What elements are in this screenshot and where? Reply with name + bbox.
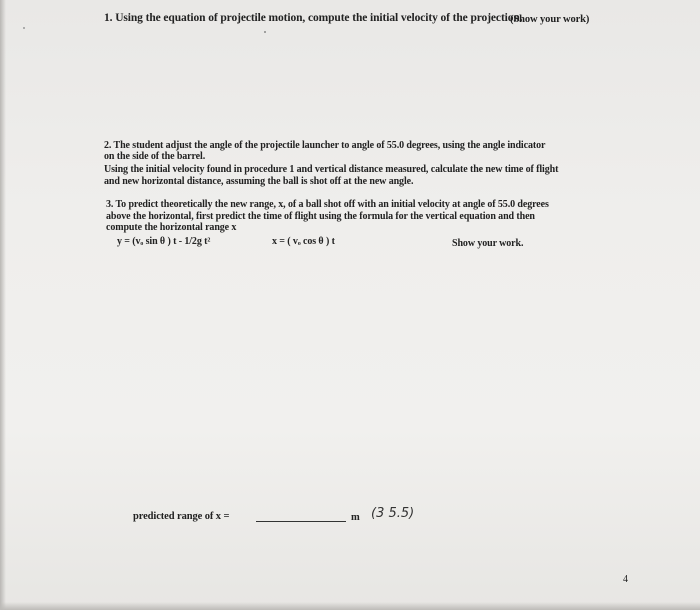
question-3-line: above the horizontal, first predict the time of flight using the formula for the vertical equation and then	[106, 211, 535, 222]
handwritten-answer: (3 5.5)	[371, 506, 415, 521]
page-shadow-bottom	[0, 602, 700, 610]
answer-unit: m	[351, 512, 360, 523]
answer-blank-line	[256, 521, 346, 522]
predicted-range-label: predicted range of x =	[133, 511, 230, 522]
question-1-show-work: (Show your work)	[510, 14, 590, 25]
horizontal-equation: x = ( vₒ cos θ ) t	[272, 236, 335, 247]
page-shadow-left	[0, 0, 6, 610]
paper-speck	[264, 31, 266, 33]
question-3-line: compute the horizontal range x	[106, 222, 237, 233]
question-2-line: Using the initial velocity found in procedure 1 and vertical distance measured, calculate the new time of flight	[104, 164, 559, 175]
question-2-line: on the side of the barrel.	[104, 151, 206, 162]
question-3-show-work: Show your work.	[452, 238, 524, 249]
question-1-text: 1. Using the equation of projectile motion, compute the initial velocity of the projection.	[104, 12, 523, 24]
vertical-equation: y = (vₒ sin θ ) t - 1/2g t²	[117, 236, 211, 247]
question-3-line: 3. To predict theoretically the new range, x, of a ball shot off with an initial velocity at angle of 55.0 degrees	[106, 199, 549, 210]
question-2-line: 2. The student adjust the angle of the projectile launcher to angle of 55.0 degrees, using the angle indicator	[104, 140, 546, 151]
page-number: 4	[623, 574, 628, 585]
paper-speck	[23, 27, 25, 29]
question-2-line: and new horizontal distance, assuming the ball is shot off at the new angle.	[104, 176, 414, 187]
